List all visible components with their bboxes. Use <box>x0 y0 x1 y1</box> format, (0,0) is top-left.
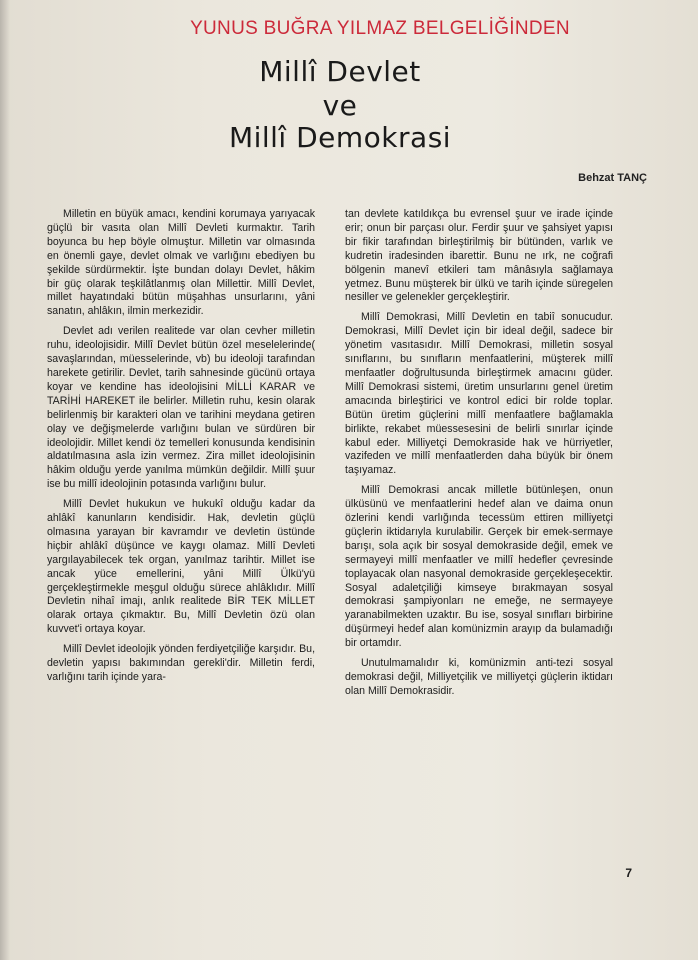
paragraph: Devlet adı verilen realitede var olan cevher milletin ruhu, ideolojisidir. Millî Devlet bütün özel meselelerinde( savaşlarından, müesselerinde, vb) bu ideoloji tarafından harekete getirilir. Devlet, tarih sahnesinde gücünü ortaya koyar ve kendine has ideolojisini MİLLİ KARAR ve TARİHİ HAREKET ile belirler. Milletin ruhu, kesin olarak belirlenmiş bir karakteri olan ve tarihini meydana getiren olay ve değişmelerde varlığını bulan ve sürdüren bir ideolojidir. Millet kendi öz temelleri konusunda kendisinin aldatılmasına asla izin vermez. Zira millet ideolojisinin hâkim olduğu yerde yanılma mümkün değildir. Millî şuur ise bu millî ideolojinin potasında varlığını bulur. <box>47 325 315 491</box>
page-number: 7 <box>625 866 632 880</box>
paragraph: Unutulmamalıdır ki, komünizmin anti-tezi sosyal demokrasi değil, Milliyetçilik ve milliyetçi güçlerin iktidarı olan Millî Demokrasidir. <box>345 657 613 697</box>
paragraph: Milletin en büyük amacı, kendini korumaya yarıyacak güçlü bir vasıta olan Millî Devleti kurmaktır. Tarih boyunca bu hep böyle olmuştur. Milletin var olmasında en önemli gaye, devlet olmak ve varlığını ebediyen bu şekilde sürdürmektir. İşte bundan dolayı Devlet, hâkim bir güç olarak teşkilâtlanmış olan Millettir. Millî Devlet, millet hayatındaki bütün müşahhas unsurlarını, yâni sanatın, ahlâkın, ilmin merkezidir. <box>47 208 315 318</box>
paragraph: Millî Demokrasi, Millî Devletin en tabiî sonucudur. Demokrasi, Millî Devlet için bir ideal değil, sadece bir yönetim vasıtasıdır. Millî Demokrasi, milletin sosyal sınıflarını, bu sınıfların menfaatlerini, müşterek millî menfaatler doğrultusunda birleştirmek amacını güder. Millî Demokrasi sistemi, üretim unsurlarını genel üretim amacında birleştirici ve kontrol edici bir rolde toplar. Bütün üretim güçlerini millî menfaatlere bağlamakla birlikte, rekabet müessesesini de belirli sınırlar içinde kabul eder. Milliyetçi Demokraside hak ve hürriyetler, vazifeden ve millî menfaatlerden daha büyük bir önem taşıyamaz. <box>345 311 613 477</box>
article-title-line-1: Millî Devlet <box>259 55 421 88</box>
article-column-left <box>47 208 315 691</box>
paragraph: Millî Devlet ideolojik yönden ferdiyetçiliğe karşıdır. Bu, devletin yapısı bakımından gerekli'dir. Milletin ferdi, varlığını tarih içinde yara- <box>47 643 316 683</box>
article-title-line-3: Millî Demokrasi <box>228 121 452 154</box>
paragraph: tan devlete katıldıkça bu evrensel şuur ve irade içinde erir; onun bir parçası olur. Ferdir şuur ve şahsiyet yapısı bir fikir tarafından birleştirilmiş bir bütünden, varlık ve kudretin iradesinden ibarettir. Bunu ne ırk, ne coğrafi bölgenin manevî etkileri tam mânâsıyla sağlamaya yetmez. Bunu müşterek bir ülkü ve tarih içinde süregelen nesiller ve gelenekler gerçekleştirir. <box>345 208 613 304</box>
paragraph: Millî Devlet hukukun ve hukukî olduğu kadar da ahlâkî kanunların kendisidir. Hak, devletin güçlü olmasına yarayan bir kavramdır ve devletin üstünde hiçbir ahlâkî düşünce ve kaygı olamaz. Millî Devleti yargılayabilecek tek organ, yanılmaz tarihtir. Millet ise ancak yüce emellerini, yâni Millî Ülkü'yü gerçekleştirmekle meşgul olduğu sürece ahlâklıdır. Millî Devletin nihaî imajı, anlık realitede BİR TEK MİLLET olarak ortaya çıkmaktır. Bu, Millî Devletin özü olan kuvvet'i ortaya koyar. <box>47 498 315 636</box>
author-name: Behzat TANÇ <box>578 172 647 184</box>
archive-label: YUNUS BUĞRA YILMAZ BELGELİĞİNDEN <box>190 18 570 39</box>
page-edge-shadow <box>0 0 10 960</box>
article-column-right <box>345 208 613 705</box>
paragraph: Millî Demokrasi ancak milletle bütünleşen, onun ülküsünü ve menfaatlerini hedef alan ve daima onun özlerini kendi varlığında tecessüm ettiren milliyetçi güçlerin iktidarıyla kurulabilir. Gerçek bir emek-sermaye barışı, sola açık bir sosyal demokraside değil, emek ve sermayeyi millî menfaatler ve millî hedefler çevresinde toplayacak olan nasyonal demokraside gerçekleşecektir. Sosyal adaletçiliği kimseye bırakmayan sosyal demokrasi şampiyonları ne emeğe, ne sermayeye yaranabilmekten uzaktır. Bu ise, sosyal sınıfları birbirine düşürmeyi hedef alan komünizmin arayıp da bulamadığı bir ortamdır. <box>345 484 613 650</box>
article-title-line-2: ve <box>322 89 358 122</box>
